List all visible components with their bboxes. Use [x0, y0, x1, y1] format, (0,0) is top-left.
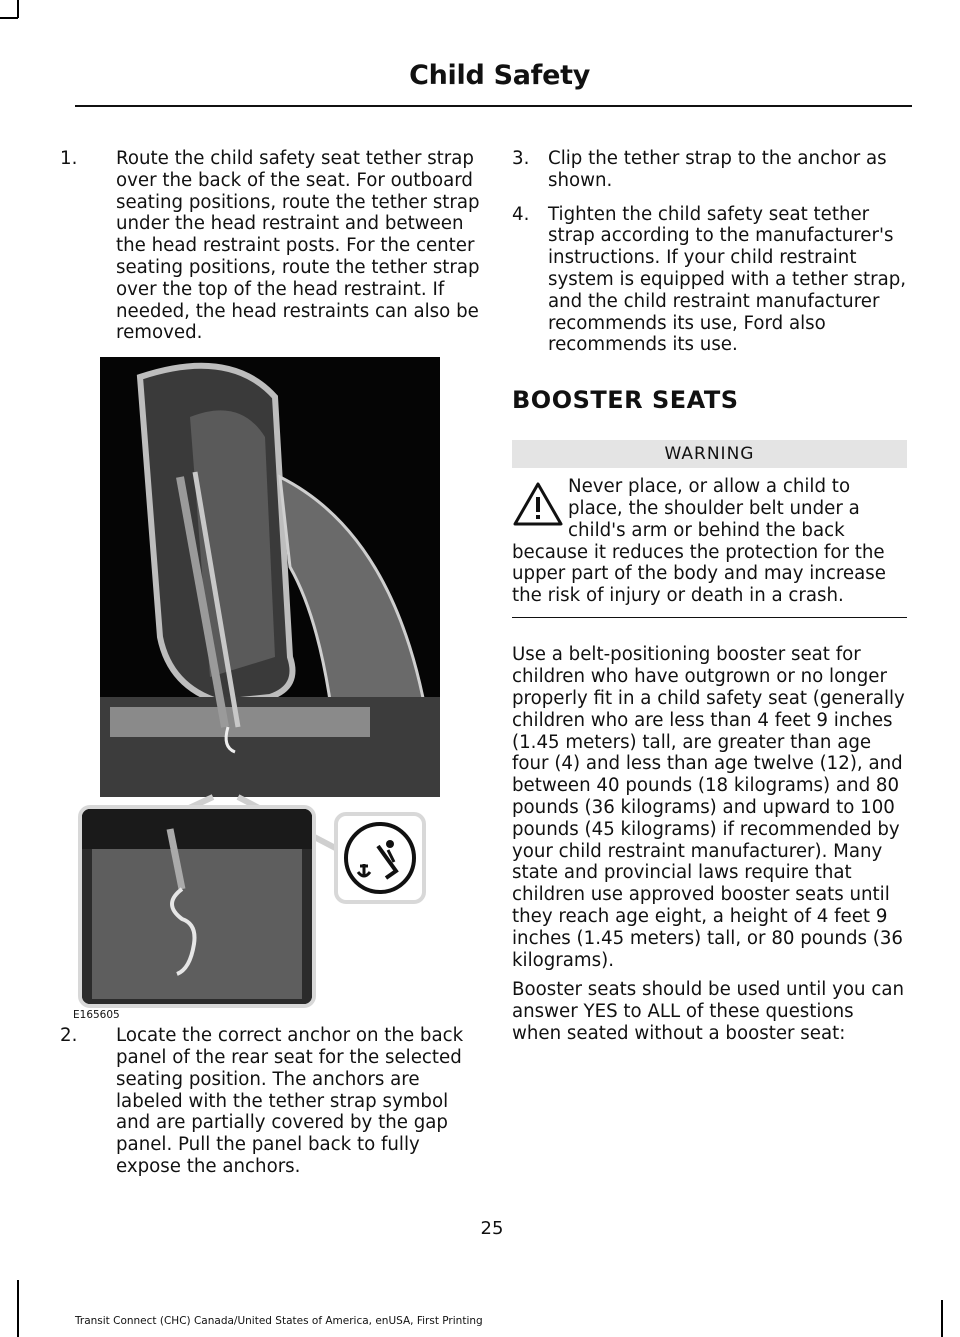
crop-mark: [17, 0, 19, 18]
step-number: 4.: [512, 203, 530, 225]
step-4: [512, 204, 907, 357]
tether-anchor-symbol: [334, 812, 426, 904]
booster-questions-intro: Booster seats should be used until you can answer YES to ALL of these questions when seated without a booster seat:: [512, 979, 904, 1044]
tether-strap-figure: [73, 357, 433, 1022]
warning-text: Never place, or allow a child to place, the shoulder belt under a child's arm or behind the back because it reduces the protection for the upper part of the body and may increase the risk of injury or death in a crash.: [512, 476, 886, 607]
warning-box: [512, 476, 907, 607]
right-column: [512, 148, 907, 1045]
page-title: Child Safety: [409, 60, 590, 91]
figure-code: E165605: [73, 1009, 120, 1022]
header-divider: [75, 105, 912, 107]
page-number: 25: [480, 1218, 504, 1239]
step-number: 1.: [60, 148, 78, 169]
step-text: Locate the correct anchor on the back panel of the rear seat for the selected seating position. The anchors are labeled with the tether strap symbol and are partially covered by the gap panel. Pull the panel back to fully expose the anchors.: [116, 1025, 464, 1177]
step-number: 3.: [512, 148, 530, 169]
step-text: Clip the tether strap to the anchor as shown.: [548, 148, 887, 191]
crop-mark: [941, 1300, 943, 1337]
step-text: Tighten the child safety seat tether strap according to the manufacturer's instructions. If your child restraint system is equipped with a tether strap, and the child restraint manufacturer recommends its use, Ford also recommends its use.: [548, 203, 907, 356]
step-3: [512, 148, 907, 192]
step-text: Route the child safety seat tether strap over the back of the seat. For outboard seating positions, route the tether strap under the head restraint and between the head restraint posts. For the center seating positions, route the tether strap over the top of the head restraint. If needed, the head restraints can also be removed.: [116, 148, 480, 344]
publication-footer: Transit Connect (CHC) Canada/United States of America, enUSA, First Printing: [75, 1315, 483, 1327]
left-column: [60, 148, 480, 1190]
step-2: [60, 1025, 480, 1178]
step-1: [60, 148, 480, 344]
anchor-closeup-inset: [78, 805, 316, 1008]
crop-mark: [0, 17, 18, 19]
section-heading: BOOSTER SEATS: [512, 386, 739, 415]
warning-divider: [512, 617, 907, 619]
warning-heading: WARNING: [512, 440, 907, 468]
crop-mark: [17, 1280, 19, 1337]
booster-paragraph: Use a belt-positioning booster seat for children who have outgrown or no longer properly fit in a child safety seat (generally children who are less than 4 feet 9 inches (1.45 meters) tall, are greater than age four (4) and less than age twelve (12), and between 40 pounds (18 kilograms) and 80 pounds (36 kilograms) and upward to 100 pounds (45 kilograms) if recommended by your child restraint manufacturer). Many state and provincial laws require that children use approved booster seats until they reach age eight, a height of 4 feet 9 inches (1.45 meters) tall, or 80 pounds (36 kilograms).: [512, 644, 905, 971]
step-number: 2.: [60, 1025, 78, 1047]
warning-triangle-icon: [512, 481, 564, 527]
